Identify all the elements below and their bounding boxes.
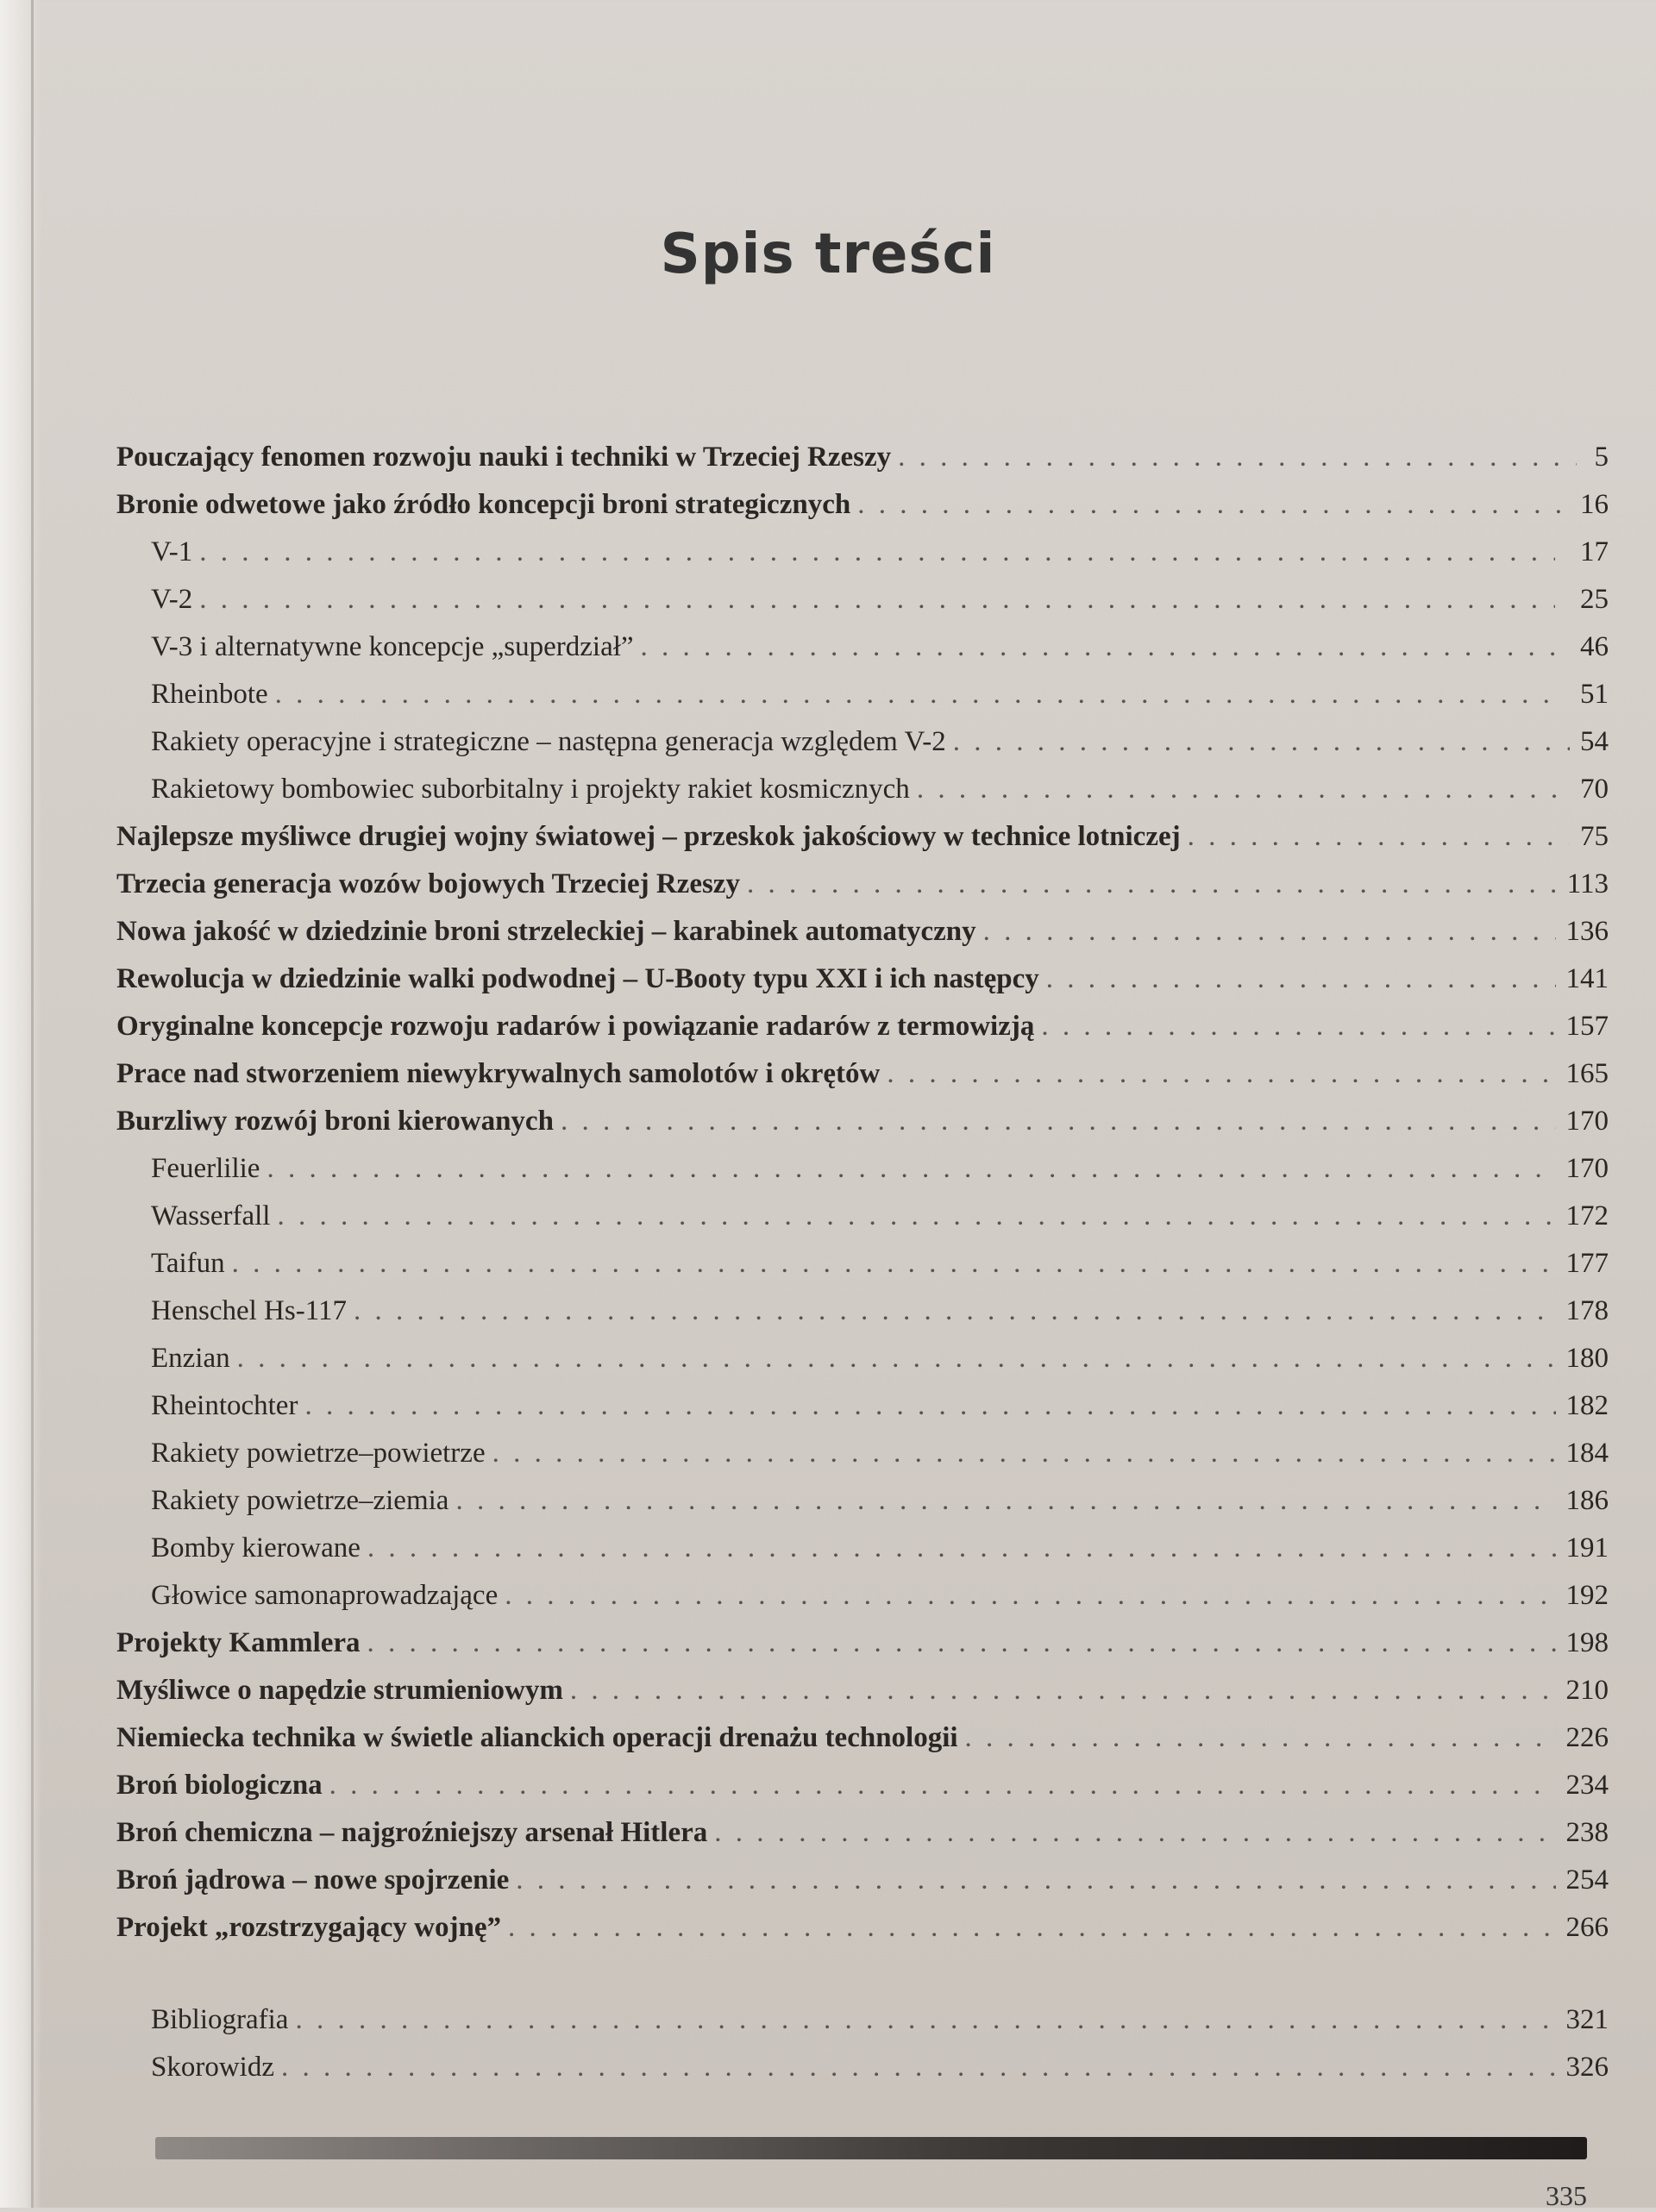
toc-leader-dots (965, 1720, 1556, 1755)
toc-leader-dots (953, 724, 1570, 759)
toc-entry-page: 141 (1565, 963, 1609, 994)
toc-leader-dots (561, 1104, 1556, 1138)
toc-entry-page: 321 (1565, 2004, 1609, 2035)
toc-leader-dots (354, 1294, 1556, 1328)
toc-entry (116, 1104, 1609, 1151)
page-title: Spis treści (660, 222, 996, 286)
toc-leader-dots (898, 440, 1577, 474)
toc-entry-page: 54 (1580, 726, 1609, 757)
toc-entry-title: Projekty Kammlera (116, 1627, 361, 1658)
toc-entry-title: Feuerlilie (151, 1153, 260, 1184)
toc-entry-page: 266 (1565, 1912, 1609, 1943)
toc-entry (116, 630, 1609, 677)
toc-entry-page: 170 (1565, 1153, 1609, 1184)
page-edge (31, 0, 34, 2208)
toc-entry-page: 165 (1565, 1058, 1609, 1089)
toc-entry-page: 226 (1565, 1722, 1609, 1753)
toc-entry (116, 1720, 1609, 1768)
toc-entry (116, 1815, 1609, 1863)
toc-entry (116, 1768, 1609, 1815)
toc-entry-page: 234 (1565, 1770, 1609, 1801)
toc-entry-page: 191 (1565, 1532, 1609, 1563)
toc-entry (116, 1863, 1609, 1910)
toc-leader-dots (570, 1673, 1556, 1708)
toc-entry-title: Rakiety operacyjne i strategiczne – następna generacja względem V-2 (151, 726, 946, 757)
toc-entry-title: Nowa jakość w dziedzinie broni strzeleckiej – karabinek automatyczny (116, 916, 976, 947)
toc-leader-dots (1188, 819, 1570, 854)
toc-entry-title: Bronie odwetowe jako źródło koncepcji broni strategicznych (116, 489, 851, 520)
toc-entry-page: 17 (1580, 536, 1609, 567)
toc-entry-title: Rheintochter (151, 1390, 298, 1421)
toc-entry-page: 46 (1580, 631, 1609, 662)
toc-entry (116, 1009, 1609, 1056)
toc-leader-dots (275, 677, 1558, 711)
toc-entry-page: 254 (1565, 1864, 1609, 1896)
toc-entry-title: Najlepsze myśliwce drugiej wojny światowej – przeskok jakościowy w technice lotniczej (116, 821, 1181, 852)
toc-entry-title: Broń biologiczna (116, 1770, 323, 1801)
toc-entry-title: Skorowidz (151, 2052, 274, 2083)
toc-entry-page: 75 (1580, 821, 1609, 852)
page-gutter (0, 0, 41, 2208)
toc-leader-dots (304, 1388, 1555, 1423)
toc-entry-page: 136 (1565, 916, 1609, 947)
toc-leader-dots (857, 487, 1570, 522)
toc-entry-title: Rakiety powietrze–ziemia (151, 1485, 449, 1516)
toc-entry-title: Głowice samonaprowadzające (151, 1580, 499, 1611)
toc-leader-dots (267, 1151, 1555, 1186)
toc-entry (116, 1673, 1609, 1720)
toc-entry-title: Taifun (151, 1248, 225, 1279)
toc-entry-page: 172 (1565, 1200, 1609, 1231)
toc-leader-dots (295, 2002, 1555, 2037)
toc-entry-page: 51 (1580, 679, 1609, 710)
footer-bar (155, 2137, 1587, 2159)
toc-entry (116, 535, 1609, 582)
toc-entry (116, 724, 1609, 772)
toc-leader-dots (367, 1531, 1556, 1565)
toc-entry (116, 1578, 1609, 1626)
toc-leader-dots (232, 1246, 1556, 1281)
toc-entry-title: Bomby kierowane (151, 1532, 361, 1563)
toc-entry (116, 1341, 1609, 1388)
toc-leader-dots (199, 535, 1555, 569)
toc-leader-dots (714, 1815, 1555, 1850)
toc-entry (116, 1151, 1609, 1199)
table-of-contents (116, 440, 1609, 2097)
toc-leader-dots (917, 772, 1570, 806)
toc-leader-dots (199, 582, 1555, 617)
toc-entry (116, 1531, 1609, 1578)
toc-leader-dots (237, 1341, 1556, 1375)
toc-entry-page: 210 (1565, 1675, 1609, 1706)
toc-entry-page: 70 (1580, 774, 1609, 805)
toc-entry-title: Trzecia generacja wozów bojowych Trzeciej Rzeszy (116, 868, 740, 899)
toc-entry (116, 819, 1609, 867)
toc-entry-title: Wasserfall (151, 1200, 271, 1231)
toc-entry (116, 1483, 1609, 1531)
toc-entry-title: Henschel Hs-117 (151, 1295, 347, 1326)
toc-entry-page: 198 (1565, 1627, 1609, 1658)
toc-entry (116, 1246, 1609, 1294)
toc-leader-dots (747, 867, 1557, 901)
toc-entry-title: Rakiety powietrze–powietrze (151, 1438, 486, 1469)
toc-leader-dots (329, 1768, 1556, 1802)
toc-entry-page: 113 (1566, 868, 1609, 899)
toc-entry (116, 1294, 1609, 1341)
toc-entry (116, 1436, 1609, 1483)
toc-entry (116, 487, 1609, 535)
toc-entry-title: V-1 (151, 536, 193, 567)
toc-leader-dots (508, 1910, 1556, 1945)
toc-entry-title: Broń chemiczna – najgroźniejszy arsenał Hitlera (116, 1817, 708, 1848)
toc-leader-dots (367, 1626, 1556, 1660)
toc-entry (116, 914, 1609, 962)
toc-entry-title: Myśliwce o napędzie strumieniowym (116, 1675, 563, 1706)
toc-entry-page: 157 (1565, 1011, 1609, 1042)
toc-entry-page: 25 (1580, 584, 1609, 615)
toc-entry (116, 677, 1609, 724)
toc-entry-title: Broń jądrowa – nowe spojrzenie (116, 1864, 510, 1896)
toc-entry-page: 192 (1565, 1580, 1609, 1611)
toc-entry (116, 867, 1609, 914)
toc-leader-dots (505, 1578, 1555, 1613)
toc-entry-page: 16 (1580, 489, 1609, 520)
toc-entry-title: Projekt „rozstrzygający wojnę” (116, 1912, 501, 1943)
toc-entry-page: 182 (1565, 1390, 1609, 1421)
toc-leader-dots (455, 1483, 1555, 1518)
toc-entry-page: 180 (1565, 1343, 1609, 1374)
toc-leader-dots (641, 630, 1570, 664)
toc-entry (116, 1056, 1609, 1104)
toc-entry-title: Enzian (151, 1343, 230, 1374)
toc-leader-dots (277, 1199, 1555, 1233)
toc-entry (116, 2050, 1609, 2097)
toc-entry-title: Rheinbote (151, 679, 268, 710)
toc-entry (116, 1910, 1609, 1958)
toc-entry-title: Rewolucja w dziedzinie walki podwodnej – U-Booty typu XXI i ich następcy (116, 963, 1039, 994)
toc-leader-dots (516, 1863, 1555, 1897)
toc-entry-title: Bibliografia (151, 2004, 289, 2035)
toc-entry (116, 1388, 1609, 1436)
toc-leader-dots (983, 914, 1556, 949)
toc-entry-page: 186 (1565, 1485, 1609, 1516)
toc-entry-page: 184 (1565, 1438, 1609, 1469)
toc-entry-title: V-3 i alternatywne koncepcje „superdział” (151, 631, 634, 662)
toc-entry-page: 178 (1565, 1295, 1609, 1326)
toc-entry-title: Niemiecka technika w świetle alianckich operacji drenażu technologii (116, 1722, 958, 1753)
toc-entry-title: Rakietowy bombowiec suborbitalny i projekty rakiet kosmicznych (151, 774, 910, 805)
toc-leader-dots (281, 2050, 1556, 2084)
toc-entry-title: Oryginalne koncepcje rozwoju radarów i powiązanie radarów z termowizją (116, 1011, 1035, 1042)
toc-entry (116, 772, 1609, 819)
toc-entry-title: Burzliwy rozwój broni kierowanych (116, 1106, 554, 1137)
toc-entry-title: V-2 (151, 584, 193, 615)
toc-entry (116, 962, 1609, 1009)
toc-entry (116, 2002, 1609, 2050)
toc-leader-dots (887, 1056, 1555, 1091)
toc-entry (116, 1626, 1609, 1673)
toc-entry (116, 582, 1609, 630)
page-number: 335 (1546, 2180, 1587, 2211)
toc-entry-page: 238 (1565, 1817, 1609, 1848)
toc-leader-dots (1046, 962, 1556, 996)
toc-leader-dots (492, 1436, 1556, 1470)
toc-entry-title: Pouczający fenomen rozwoju nauki i techniki w Trzeciej Rzeszy (116, 442, 892, 473)
toc-leader-dots (1041, 1009, 1555, 1043)
toc-entry (116, 1199, 1609, 1246)
toc-entry-page: 170 (1565, 1106, 1609, 1137)
toc-entry-page: 5 (1594, 442, 1609, 473)
toc-entry-page: 177 (1565, 1248, 1609, 1279)
toc-entry-title: Prace nad stworzeniem niewykrywalnych samolotów i okrętów (116, 1058, 881, 1089)
toc-entry-page: 326 (1565, 2052, 1609, 2083)
toc-entry (116, 440, 1609, 487)
